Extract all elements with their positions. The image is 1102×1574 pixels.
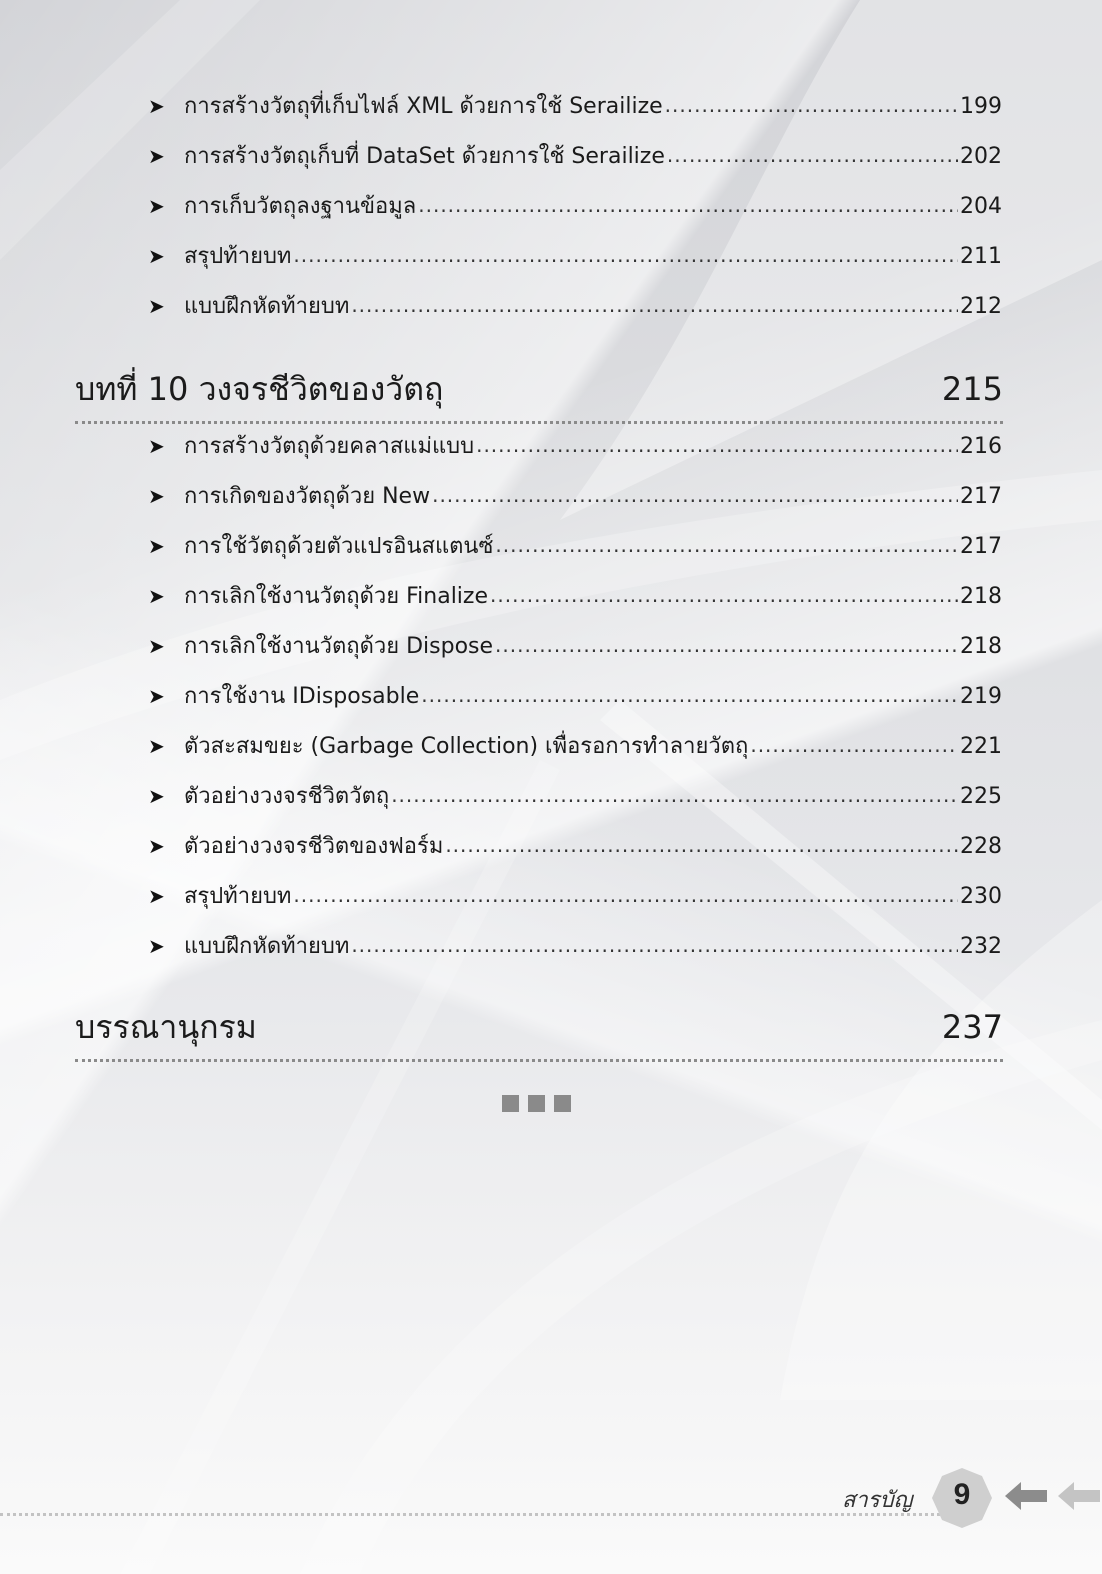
divider-square (554, 1095, 571, 1112)
toc-entry[interactable] (148, 281, 1002, 331)
arrowhead-bullet-icon: ➤ (148, 934, 165, 958)
toc-entry-title: การใช้งาน IDisposable (184, 684, 420, 709)
toc-entry-title: ตัวอย่างวงจรชีวิตของฟอร์ม (184, 834, 444, 859)
chapter-title: บทที่ 10 วงจรชีวิตของวัตถุ (75, 370, 444, 408)
dot-leader (293, 870, 958, 921)
arrowhead-bullet-icon: ➤ (148, 584, 165, 608)
dot-leader (495, 620, 958, 671)
arrowhead-bullet-icon: ➤ (148, 144, 165, 168)
toc-entry[interactable] (148, 721, 1002, 771)
toc-entry-title: การสร้างวัตถุเก็บที่ DataSet ด้วยการใช้ Serailize (184, 144, 665, 169)
dot-leader (351, 920, 958, 971)
toc-entry-page: 217 (960, 484, 1002, 509)
toc-entry-title: การเกิดของวัตถุด้วย New (184, 484, 431, 509)
arrowhead-bullet-icon: ➤ (148, 294, 165, 318)
dot-leader (495, 520, 958, 571)
toc-entry-title: แบบฝึกหัดท้ายบท (184, 294, 350, 319)
chapter-page-number: 215 (941, 370, 1003, 408)
toc-entry-page: 202 (960, 144, 1002, 169)
toc-entry-page: 219 (960, 684, 1002, 709)
toc-entry-page: 230 (960, 884, 1002, 909)
bibliography-heading (75, 1002, 1003, 1062)
toc-entry[interactable] (148, 421, 1002, 471)
toc-entry[interactable] (148, 921, 1002, 971)
toc-entry-page: 218 (960, 584, 1002, 609)
toc-entry[interactable] (148, 81, 1002, 131)
toc-entry-page: 228 (960, 834, 1002, 859)
divider-square (502, 1095, 519, 1112)
left-arrow-icon[interactable] (1056, 1478, 1102, 1514)
dot-leader (490, 570, 958, 621)
arrowhead-bullet-icon: ➤ (148, 834, 165, 858)
toc-entry[interactable] (148, 231, 1002, 281)
footer-section-label: สารบัญ (842, 1488, 913, 1513)
toc-entry-title: สรุปท้ายบท (184, 884, 292, 909)
toc-entry-title: การสร้างวัตถุด้วยคลาสแม่แบบ (184, 434, 475, 459)
dot-leader (750, 720, 958, 771)
dot-leader (432, 470, 958, 521)
toc-entry[interactable] (148, 621, 1002, 671)
toc-entry-title: สรุปท้ายบท (184, 244, 292, 269)
arrowhead-bullet-icon: ➤ (148, 194, 165, 218)
toc-entry-title: แบบฝึกหัดท้ายบท (184, 934, 350, 959)
toc-entry[interactable] (148, 131, 1002, 181)
arrowhead-bullet-icon: ➤ (148, 784, 165, 808)
dot-leader (418, 180, 958, 231)
toc-entry-page: 218 (960, 634, 1002, 659)
arrowhead-bullet-icon: ➤ (148, 684, 165, 708)
arrowhead-bullet-icon: ➤ (148, 434, 165, 458)
toc-entry-title: การเลิกใช้งานวัตถุด้วย Finalize (184, 584, 489, 609)
dot-leader (476, 420, 958, 471)
toc-entry[interactable] (148, 671, 1002, 721)
toc-entry-title: การเลิกใช้งานวัตถุด้วย Dispose (184, 634, 494, 659)
toc-entry-page: 216 (960, 434, 1002, 459)
dot-leader (421, 670, 958, 721)
toc-entry-page: 225 (960, 784, 1002, 809)
toc-entry[interactable] (148, 821, 1002, 871)
dot-leader (351, 280, 958, 331)
toc-entry-title: การสร้างวัตถุที่เก็บไฟล์ XML ด้วยการใช้ Serailize (184, 94, 663, 119)
toc-entry-title: ตัวสะสมขยะ (Garbage Collection) เพื่อรอการทำลายวัตถุ (184, 734, 749, 759)
toc-entry[interactable] (148, 181, 1002, 231)
toc-entry-page: 212 (960, 294, 1002, 319)
toc-entry-page: 221 (960, 734, 1002, 759)
footer-page-number: 9 (953, 1478, 971, 1511)
arrowhead-bullet-icon: ➤ (148, 734, 165, 758)
toc-entry-title: การใช้วัตถุด้วยตัวแปรอินสแตนซ์ (184, 534, 494, 559)
toc-entry-page: 199 (960, 94, 1002, 119)
arrowhead-bullet-icon: ➤ (148, 884, 165, 908)
toc-entry[interactable] (148, 521, 1002, 571)
dot-leader (667, 130, 958, 181)
chapter-10-list (148, 421, 1002, 971)
dot-leader (445, 820, 958, 871)
dot-leader (293, 230, 958, 281)
toc-entry[interactable] (148, 571, 1002, 621)
bibliography-page-number: 237 (941, 1008, 1003, 1046)
toc-top-list (148, 81, 1002, 331)
toc-entry-page: 204 (960, 194, 1002, 219)
toc-entry-title: ตัวอย่างวงจรชีวิตวัตถุ (184, 784, 390, 809)
toc-entry-page: 232 (960, 934, 1002, 959)
toc-entry[interactable] (148, 471, 1002, 521)
arrowhead-bullet-icon: ➤ (148, 484, 165, 508)
dot-leader (391, 770, 958, 821)
dot-leader (665, 80, 958, 131)
toc-entry[interactable] (148, 771, 1002, 821)
toc-entry-title: การเก็บวัตถุลงฐานข้อมูล (184, 194, 417, 219)
toc-entry-page: 217 (960, 534, 1002, 559)
bibliography-title: บรรณานุกรม (75, 1008, 257, 1046)
arrowhead-bullet-icon: ➤ (148, 634, 165, 658)
arrowhead-bullet-icon: ➤ (148, 94, 165, 118)
toc-entry-page: 211 (960, 244, 1002, 269)
left-arrow-icon[interactable] (1003, 1478, 1049, 1514)
chapter-heading (75, 364, 1003, 424)
footer-rule (0, 1513, 940, 1516)
arrowhead-bullet-icon: ➤ (148, 534, 165, 558)
section-divider (502, 1095, 571, 1112)
toc-entry[interactable] (148, 871, 1002, 921)
divider-square (528, 1095, 545, 1112)
arrowhead-bullet-icon: ➤ (148, 244, 165, 268)
